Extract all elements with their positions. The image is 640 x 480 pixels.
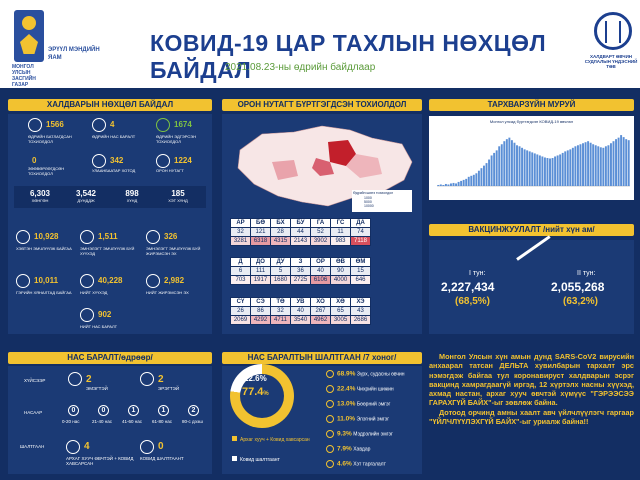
region-code: ТӨ xyxy=(271,298,291,307)
epi-bar xyxy=(574,146,576,186)
deaths-value: 4 xyxy=(110,120,115,129)
page-subtitle: 2021.08.23-ны өдрийн байдлаар xyxy=(225,62,376,73)
preg-label: ЭМНЭЛЭГТ ЭМЧЛҮҮЛЖ БУЙ ЖИРЭМСЭН ЭХ xyxy=(146,246,201,256)
section-death-cause: НАС БАРАЛТЫН ШАЛТГААН /7 хоног/ xyxy=(222,352,422,364)
male-value: 2 xyxy=(158,374,164,385)
region-total: 4292 xyxy=(251,316,271,325)
ncc-logo-text: ХАЛДВАРТ ӨВЧИН СУДЛАЛЫН ҮНДЭСНИЙ ТӨВ xyxy=(584,54,638,69)
region-daily: 267 xyxy=(311,307,331,316)
map-legend xyxy=(352,190,412,212)
hospital-bed-icon xyxy=(16,230,30,244)
total-deaths-label: НИЙТ НАС БАРАЛТ xyxy=(80,324,118,329)
region-daily: 6 xyxy=(231,267,251,276)
cause-label: Хавдар xyxy=(353,446,371,453)
region-daily: 36 xyxy=(291,267,311,276)
region-code: БХ xyxy=(271,219,291,228)
region-total: 1680 xyxy=(271,276,291,285)
stage-moderate-value: 3,542 xyxy=(75,189,97,198)
age-group-label: 21-40 нас xyxy=(92,419,112,424)
diabetes-icon xyxy=(326,385,334,393)
page-title: КОВИД-19 ЦАР ТАХЛЫН НӨХЦӨЛ БАЙДАЛ xyxy=(150,30,547,83)
cause-percent: 68.9 xyxy=(337,370,350,378)
epi-bar xyxy=(475,173,477,186)
advisory-text-2: Дотоод орчинд амны хаалт авч үйлчлүүлэгч гаргаар "ҮЙЛЧЛҮҮЛЭХГҮЙ БАЙХ"-ыг уриалж байна!! xyxy=(429,407,634,427)
total-deaths-value: 902 xyxy=(98,310,112,319)
children-value: 40,228 xyxy=(98,276,123,285)
age-group-label: 41-60 нас xyxy=(122,419,142,424)
city-icon xyxy=(92,154,106,168)
region-code: АР xyxy=(231,219,251,228)
legend-covid-swatch xyxy=(232,456,237,461)
cause-percent: 11.0 xyxy=(337,415,350,423)
age-group-label: 0-20 нас xyxy=(62,419,80,424)
legend-chronic-swatch xyxy=(232,436,237,441)
epi-bar xyxy=(450,183,452,186)
epi-bar xyxy=(513,143,515,186)
region-total: 1917 xyxy=(251,276,271,285)
region-total: 4711 xyxy=(271,316,291,325)
epi-bar xyxy=(488,160,490,186)
epi-bar xyxy=(480,168,482,186)
region-total: 7118 xyxy=(351,237,371,246)
region-code: ДО xyxy=(251,258,271,267)
advisory-text: Монгол Улсын хүн амын дунд SARS-CoV2 вирусийн анхаарал татсан ДЕЛЬТА хувилбарын тархалт эрс нэмэгдэж байгаа тул коронавируст халдварын эсрэг вакцинд хамрагдаагүй иргэд, 12 хүртэлх насны хүүхэд, ахмад настан, архаг хууч өвчтэй хүмүүс "ГЭРЭЭСЭЭ ГАРАХГҮЙ БАЙХ"-ыг зөвлөж байна. xyxy=(429,352,634,408)
epi-bar xyxy=(496,150,498,186)
epi-bar xyxy=(536,154,538,186)
region-code: З xyxy=(291,258,311,267)
age-group-value: 0 xyxy=(98,405,109,416)
gov-emblem-icon xyxy=(14,10,44,62)
region-total: 2686 xyxy=(351,316,371,325)
epi-bar xyxy=(526,150,528,186)
cause-label: Зүрх, судасны өвчин xyxy=(356,371,405,378)
virus-icon xyxy=(140,440,154,454)
epi-bar xyxy=(455,183,457,186)
epi-bar xyxy=(618,138,620,186)
confirmed-label: ӨДРИЙН БАТЛАГДСАН ТОХИОЛДОЛ xyxy=(28,134,72,144)
epi-bar xyxy=(546,158,548,186)
male-label: ЭРЭГТЭЙ xyxy=(158,386,180,391)
region-total: 3005 xyxy=(331,316,351,325)
children-icon xyxy=(80,274,94,288)
icu-value: 1,511 xyxy=(98,232,118,241)
imported-label: ЗӨӨВӨРЛӨГДСӨН ТОХИОЛДОЛ xyxy=(28,166,65,176)
donut-outer-sym: % xyxy=(259,374,267,383)
stage-moderate-label: ДУНДДЖ xyxy=(77,198,95,203)
dose1-value: 2,227,434 xyxy=(441,280,495,294)
region-code: ХӨ xyxy=(331,298,351,307)
epi-bar xyxy=(610,143,612,186)
epi-bar xyxy=(577,145,579,186)
dose1-percent: (68,5%) xyxy=(455,296,491,307)
region-total: 6318 xyxy=(251,237,271,246)
stage-critical-value: 185 xyxy=(171,189,185,198)
donut-outer-value: 22.6 xyxy=(244,374,260,383)
region-daily: 26 xyxy=(231,307,251,316)
region-code: ГА xyxy=(311,219,331,228)
epi-bar xyxy=(615,139,617,186)
region-daily: 15 xyxy=(351,267,371,276)
section-infection: ХАЛДВАРЫН НӨХЦӨЛ БАЙДАЛ xyxy=(8,99,212,111)
epi-bar xyxy=(447,184,449,186)
dose2-percent: (63,2%) xyxy=(563,296,599,307)
epi-bar xyxy=(582,143,584,186)
deaths-label: ӨДРИЙН НАС БАРАЛТ xyxy=(92,134,136,139)
region-code: ДА xyxy=(351,219,371,228)
epi-bar xyxy=(503,141,505,186)
region-code: УВ xyxy=(291,298,311,307)
region-code: ДУ xyxy=(271,258,291,267)
region-code: ХО xyxy=(311,298,331,307)
epi-bar xyxy=(531,152,533,186)
epi-bar xyxy=(587,141,589,186)
cause-percent: 13.0 xyxy=(337,400,350,408)
region-code: СЭ xyxy=(251,298,271,307)
map-legend-1000: 1000 xyxy=(364,196,372,200)
epi-bar xyxy=(597,146,599,186)
epi-bar xyxy=(465,179,467,186)
region-table-1 xyxy=(230,218,371,246)
region-code: ОР xyxy=(311,258,331,267)
epi-bar xyxy=(493,153,495,186)
region-total: 2143 xyxy=(291,237,311,246)
region-code: Д xyxy=(231,258,251,267)
rural-label: ОРОН НУТАГТ xyxy=(156,168,184,173)
map-legend-5000: 5000 xyxy=(364,200,372,204)
region-code: ХЭ xyxy=(351,298,371,307)
infection-panel xyxy=(8,114,212,334)
epi-bar xyxy=(559,154,561,186)
region-code: БУ xyxy=(291,219,311,228)
section-spread: ТАРХВАРЗҮЙН МУРУЙ xyxy=(429,99,634,111)
recovered-label: ӨДРИЙН ЭДГЭРСЭН ТОХИОЛДОЛ xyxy=(156,134,196,144)
age-group-value: 2 xyxy=(188,405,199,416)
age-group-value: 1 xyxy=(128,405,139,416)
epi-bar xyxy=(458,182,460,186)
epi-bar xyxy=(592,144,594,186)
stage-mild-value: 6,303 xyxy=(29,189,51,198)
epi-bar xyxy=(440,184,442,186)
region-daily: 32 xyxy=(271,307,291,316)
region-total: 646 xyxy=(351,276,371,285)
region-daily: 90 xyxy=(331,267,351,276)
region-code: СҮ xyxy=(231,298,251,307)
rural-icon xyxy=(156,154,170,168)
legend-covid: Ковид шалтгаант xyxy=(240,457,280,463)
cause-label: Мэдрэлийн эмгэг xyxy=(353,431,393,438)
ub-value: 342 xyxy=(110,156,124,165)
homecare-label: ГЭРИЙН ХЯНАЛТАД БАЙГАА xyxy=(16,290,72,295)
epi-bar xyxy=(491,155,493,186)
male-icon xyxy=(140,372,154,386)
header xyxy=(0,0,640,88)
region-daily: 44 xyxy=(291,228,311,237)
epi-bar xyxy=(569,149,571,186)
epi-bar xyxy=(511,140,513,186)
epi-bar xyxy=(506,139,508,186)
section-age: НАС БАРАЛТ/өдрөөр/ xyxy=(8,352,212,364)
stage-severe-value: 898 xyxy=(125,189,139,198)
rural-value: 1224 xyxy=(174,156,192,165)
chart-plot xyxy=(429,126,634,200)
region-table-2 xyxy=(230,257,371,285)
confirmed-value: 1566 xyxy=(46,120,64,129)
child-icon xyxy=(80,230,94,244)
epi-bar xyxy=(501,144,503,186)
map-legend-title: Өдрийн шинэ тохиолдол xyxy=(353,191,394,195)
ministry-name: ЭРҮҮЛ МЭНДИЙН ЯАМ xyxy=(48,47,100,61)
mothers-value: 2,982 xyxy=(164,276,185,285)
epi-bar xyxy=(552,158,554,186)
home-icon xyxy=(16,274,30,288)
region-daily: 52 xyxy=(311,228,331,237)
donut-inner-sym: % xyxy=(263,391,269,397)
chronic-value: 4 xyxy=(84,441,90,452)
coffin-icon xyxy=(80,308,94,322)
cause-label: Бөөрний эмгэг xyxy=(356,401,391,408)
region-code: ГС xyxy=(331,219,351,228)
children-label: НИЙТ ХҮҮХЭД xyxy=(80,290,108,295)
epi-bar xyxy=(580,144,582,186)
epi-bar xyxy=(625,139,627,186)
epi-bar xyxy=(539,155,541,186)
bed-icon xyxy=(92,118,106,132)
epi-bar xyxy=(541,156,543,186)
chronic-label: АРХАГ ХУУЧ ӨВЧТЭЙ + КОВИД ХАВСАРСАН xyxy=(66,456,134,466)
ub-label: УЛААНБААТАР ХОТОД xyxy=(92,168,136,173)
epi-bar xyxy=(590,143,592,186)
region-total: 4315 xyxy=(271,237,291,246)
advisory-message xyxy=(429,352,634,426)
epi-bar xyxy=(564,151,566,186)
epi-bar xyxy=(585,142,587,186)
region-total: 3281 xyxy=(231,237,251,246)
age-group-label: 61-80 нас xyxy=(152,419,172,424)
epi-bar xyxy=(572,148,574,186)
cause-percent: 7.9 xyxy=(337,445,347,453)
region-daily: 5 xyxy=(271,267,291,276)
region-total: 2725 xyxy=(291,276,311,285)
cause-label: Элэгний эмгэг xyxy=(356,416,390,423)
region-daily: 74 xyxy=(351,228,371,237)
liver-icon xyxy=(326,415,334,423)
medical-icon xyxy=(66,440,80,454)
epi-bar xyxy=(478,171,480,186)
region-total: 2069 xyxy=(231,316,251,325)
cancer-icon xyxy=(326,445,334,453)
epi-bar xyxy=(437,185,439,186)
region-total: 6106 xyxy=(311,276,331,285)
section-regional: ОРОН НУТАГТ БҮРТГЭГДСЭН ТОХИОЛДОЛ xyxy=(222,99,422,111)
region-table-3 xyxy=(230,297,371,325)
epi-bar xyxy=(463,180,465,186)
legend-chronic: Архаг хууч + Ковид хавсарсан xyxy=(240,437,310,443)
region-total: 4000 xyxy=(331,276,351,285)
age-row-label: НАСААР xyxy=(24,410,43,415)
region-total: 3902 xyxy=(311,237,331,246)
donut-inner-value: 77.4 xyxy=(242,386,264,398)
region-total: 983 xyxy=(331,237,351,246)
cause-percent: 9.3 xyxy=(337,430,347,438)
epi-bar xyxy=(602,148,604,186)
recovered-value: 1674 xyxy=(174,120,192,129)
cause-row-label: ШАЛТГААН xyxy=(20,444,45,449)
region-daily: 65 xyxy=(331,307,351,316)
recovered-icon xyxy=(156,118,170,132)
covid-label: КОВИД ШАЛТГААНТ xyxy=(140,456,184,461)
vaccination-panel xyxy=(429,240,634,334)
pregnant-icon xyxy=(146,230,160,244)
epi-bar xyxy=(534,153,536,186)
epi-bar xyxy=(613,141,615,186)
region-code: БӨ xyxy=(251,219,271,228)
cause-percent: 4.6 xyxy=(337,460,347,468)
epi-bar xyxy=(524,149,526,186)
map-legend-10000: 10000 xyxy=(364,204,374,208)
age-group-label: 80-с дээш xyxy=(182,419,203,424)
epi-bar xyxy=(486,163,488,186)
age-group-value: 1 xyxy=(158,405,169,416)
region-daily: 111 xyxy=(251,267,271,276)
kidney-icon xyxy=(326,400,334,408)
stage-critical-label: ХЭТ ХҮНД xyxy=(168,198,188,203)
epi-bar xyxy=(498,146,500,186)
female-icon xyxy=(68,372,82,386)
cause-percent: 22.4 xyxy=(337,385,350,393)
region-total: 703 xyxy=(231,276,251,285)
home-label: ХЭВТЭН ЭМЧЛҮҮЛЖ БАЙГАА xyxy=(16,246,72,251)
region-daily: 40 xyxy=(291,307,311,316)
imported-value: 0 xyxy=(32,156,37,165)
mothers-icon xyxy=(146,274,160,288)
icu-label: ЭМНЭЛЭГТ ЭМЧЛҮҮЛЖ БУЙ ХҮҮХЭД xyxy=(80,246,135,256)
epi-bar xyxy=(557,155,559,186)
brain-icon xyxy=(326,430,334,438)
home-value: 10,928 xyxy=(34,232,59,241)
covid-value: 0 xyxy=(158,441,164,452)
epi-bar xyxy=(521,148,523,186)
epi-bar xyxy=(468,177,470,186)
epi-bar xyxy=(445,184,447,186)
epi-bar xyxy=(607,145,609,186)
region-daily: 40 xyxy=(311,267,331,276)
chart-title: Монгол улсад бүртгэгдсэн КОВИД-19 өвчлөл xyxy=(489,119,574,124)
syringe-icon xyxy=(516,235,550,260)
stage-mild-label: ХӨНГӨН xyxy=(31,198,49,203)
region-code: ӨВ xyxy=(331,258,351,267)
epi-bar xyxy=(628,140,630,186)
epi-bar xyxy=(554,156,556,186)
epi-bar xyxy=(508,138,510,186)
dose2-label: II тун: xyxy=(577,270,596,277)
epi-curve-chart xyxy=(429,116,634,200)
epi-bar xyxy=(453,183,455,186)
cause-label: Чихрийн шижин xyxy=(356,386,394,393)
epi-bar xyxy=(562,153,564,186)
region-daily: 121 xyxy=(251,228,271,237)
epi-bar xyxy=(620,135,622,186)
mothers-label: НИЙТ ЖИРЭМСЭН ЭХ xyxy=(146,290,189,295)
region-total: 4962 xyxy=(311,316,331,325)
epi-bar xyxy=(623,137,625,186)
sex-row-label: ХҮЙСЭЭР xyxy=(24,378,46,383)
region-daily: 28 xyxy=(271,228,291,237)
section-vaccination: ВАКЦИНЖУУЛАЛТ /нийт хүн ам/ xyxy=(429,224,634,236)
heart-icon xyxy=(326,370,334,378)
epi-bar xyxy=(516,145,518,186)
epi-bar xyxy=(460,181,462,186)
gov-logo-text: МОНГОЛ УЛСЫН ЗАСГИЙН ГАЗАР xyxy=(12,64,36,88)
homecare-value: 10,011 xyxy=(34,276,59,285)
epi-bar xyxy=(529,151,531,186)
epi-bar xyxy=(544,157,546,186)
epi-bar xyxy=(605,146,607,186)
region-code: ӨМ xyxy=(351,258,371,267)
region-daily: 32 xyxy=(231,228,251,237)
region-daily: 11 xyxy=(331,228,351,237)
dose1-label: I тун: xyxy=(469,270,486,277)
female-value: 2 xyxy=(86,374,92,385)
epi-bar xyxy=(470,176,472,186)
region-total: 3540 xyxy=(291,316,311,325)
stage-severe-label: ХҮНД xyxy=(126,198,138,203)
age-group-value: 0 xyxy=(68,405,79,416)
obesity-icon xyxy=(326,460,334,468)
epi-bar xyxy=(442,185,444,186)
preg-value: 326 xyxy=(164,232,178,241)
epi-bar xyxy=(519,146,521,186)
region-daily: 86 xyxy=(251,307,271,316)
cause-label: Хэт таргалалт xyxy=(353,461,386,468)
epi-bar xyxy=(567,150,569,186)
lungs-icon xyxy=(28,118,42,132)
epi-bar xyxy=(483,166,485,186)
dose2-value: 2,055,268 xyxy=(551,280,605,294)
epi-bar xyxy=(595,145,597,186)
ncc-logo-icon xyxy=(594,12,632,50)
epi-bar xyxy=(473,175,475,186)
epi-bar xyxy=(600,147,602,186)
region-daily: 43 xyxy=(351,307,371,316)
female-label: ЭМЭГТЭЙ xyxy=(86,386,108,391)
epi-bar xyxy=(549,159,551,186)
